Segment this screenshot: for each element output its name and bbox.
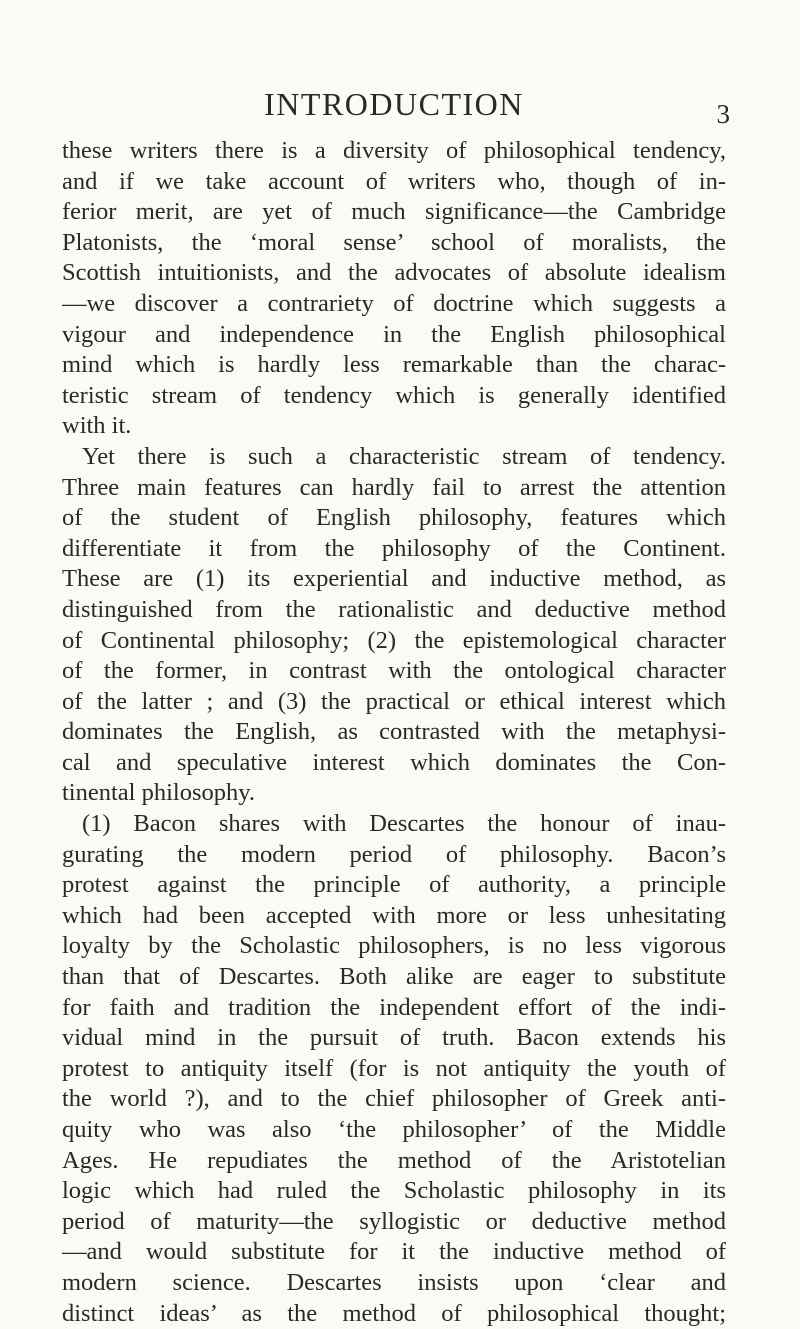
text-line: of Continental philosophy; (2) the epistemological character bbox=[62, 626, 726, 654]
paragraph-start-line: Yet there is such a characteristic stream of tendency. bbox=[82, 442, 726, 470]
text-line: Scottish intuitionists, and the advocates of absolute idealism bbox=[62, 259, 726, 287]
text-line: Platonists, the ‘moral sense’ school of moralists, the bbox=[62, 228, 726, 256]
text-line: —and would substitute for it the inductive method of bbox=[62, 1238, 726, 1266]
text-line: gurating the modern period of philosophy. Bacon’s bbox=[62, 840, 726, 868]
text-line: logic which had ruled the Scholastic philosophy in its bbox=[62, 1177, 726, 1205]
text-line: modern science. Descartes insists upon ‘clear and bbox=[62, 1268, 726, 1296]
body-text bbox=[62, 136, 726, 1329]
text-line: distinct ideas’ as the method of philosophical thought; bbox=[62, 1299, 726, 1327]
text-line: teristic stream of tendency which is generally identified bbox=[62, 381, 726, 409]
text-line: protest against the principle of authority, a principle bbox=[62, 871, 726, 899]
text-line: cal and speculative interest which dominates the Con- bbox=[62, 748, 726, 776]
text-line: vidual mind in the pursuit of truth. Bacon extends his bbox=[62, 1024, 726, 1052]
text-line: of the student of English philosophy, features which bbox=[62, 504, 726, 532]
text-line: tinental philosophy. bbox=[62, 779, 256, 807]
text-line: dominates the English, as contrasted with the metaphysi- bbox=[62, 718, 726, 746]
text-line: mind which is hardly less remarkable than the charac- bbox=[62, 351, 726, 379]
text-line: with it. bbox=[62, 412, 132, 440]
text-line: period of maturity—the syllogistic or deductive method bbox=[62, 1207, 726, 1235]
text-line: these writers there is a diversity of philosophical tendency, bbox=[62, 137, 726, 164]
text-line: vigour and independence in the English philosophical bbox=[62, 320, 726, 348]
running-title: INTRODUCTION bbox=[264, 86, 524, 122]
text-line: protest to antiquity itself (for is not antiquity the youth of bbox=[62, 1054, 726, 1082]
paragraph-start-line: (1) Bacon shares with Descartes the honour of inau- bbox=[82, 810, 726, 838]
text-line: Ages. He repudiates the method of the Aristotelian bbox=[62, 1146, 726, 1174]
text-line: ferior merit, are yet of much significance—the Cambridge bbox=[62, 198, 726, 226]
text-line: the world ?), and to the chief philosopher of Greek anti- bbox=[62, 1085, 726, 1113]
text-line: which had been accepted with more or less unhesitating bbox=[62, 901, 726, 929]
text-line: of the former, in contrast with the ontological character bbox=[62, 657, 726, 685]
text-line: distinguished from the rationalistic and deductive method bbox=[62, 595, 726, 623]
text-line: quity who was also ‘the philosopher’ of the Middle bbox=[62, 1116, 726, 1143]
text-line: of the latter ; and (3) the practical or ethical interest which bbox=[62, 687, 726, 715]
text-line: These are (1) its experiential and inductive method, as bbox=[62, 565, 726, 593]
text-line: differentiate it from the philosophy of the Continent. bbox=[62, 534, 726, 562]
running-head bbox=[62, 84, 730, 136]
page-number: 3 bbox=[716, 99, 730, 129]
text-line: than that of Descartes. Both alike are eager to substitute bbox=[62, 963, 726, 991]
text-line: loyalty by the Scholastic philosophers, is no less vigorous bbox=[62, 932, 726, 960]
text-line: —we discover a contrariety of doctrine which suggests a bbox=[62, 289, 726, 317]
text-line: for faith and tradition the independent effort of the indi- bbox=[62, 993, 726, 1021]
text-line: and if we take account of writers who, though of in- bbox=[62, 167, 726, 195]
text-line: Three main features can hardly fail to arrest the attention bbox=[62, 473, 726, 501]
book-page bbox=[62, 84, 730, 1329]
